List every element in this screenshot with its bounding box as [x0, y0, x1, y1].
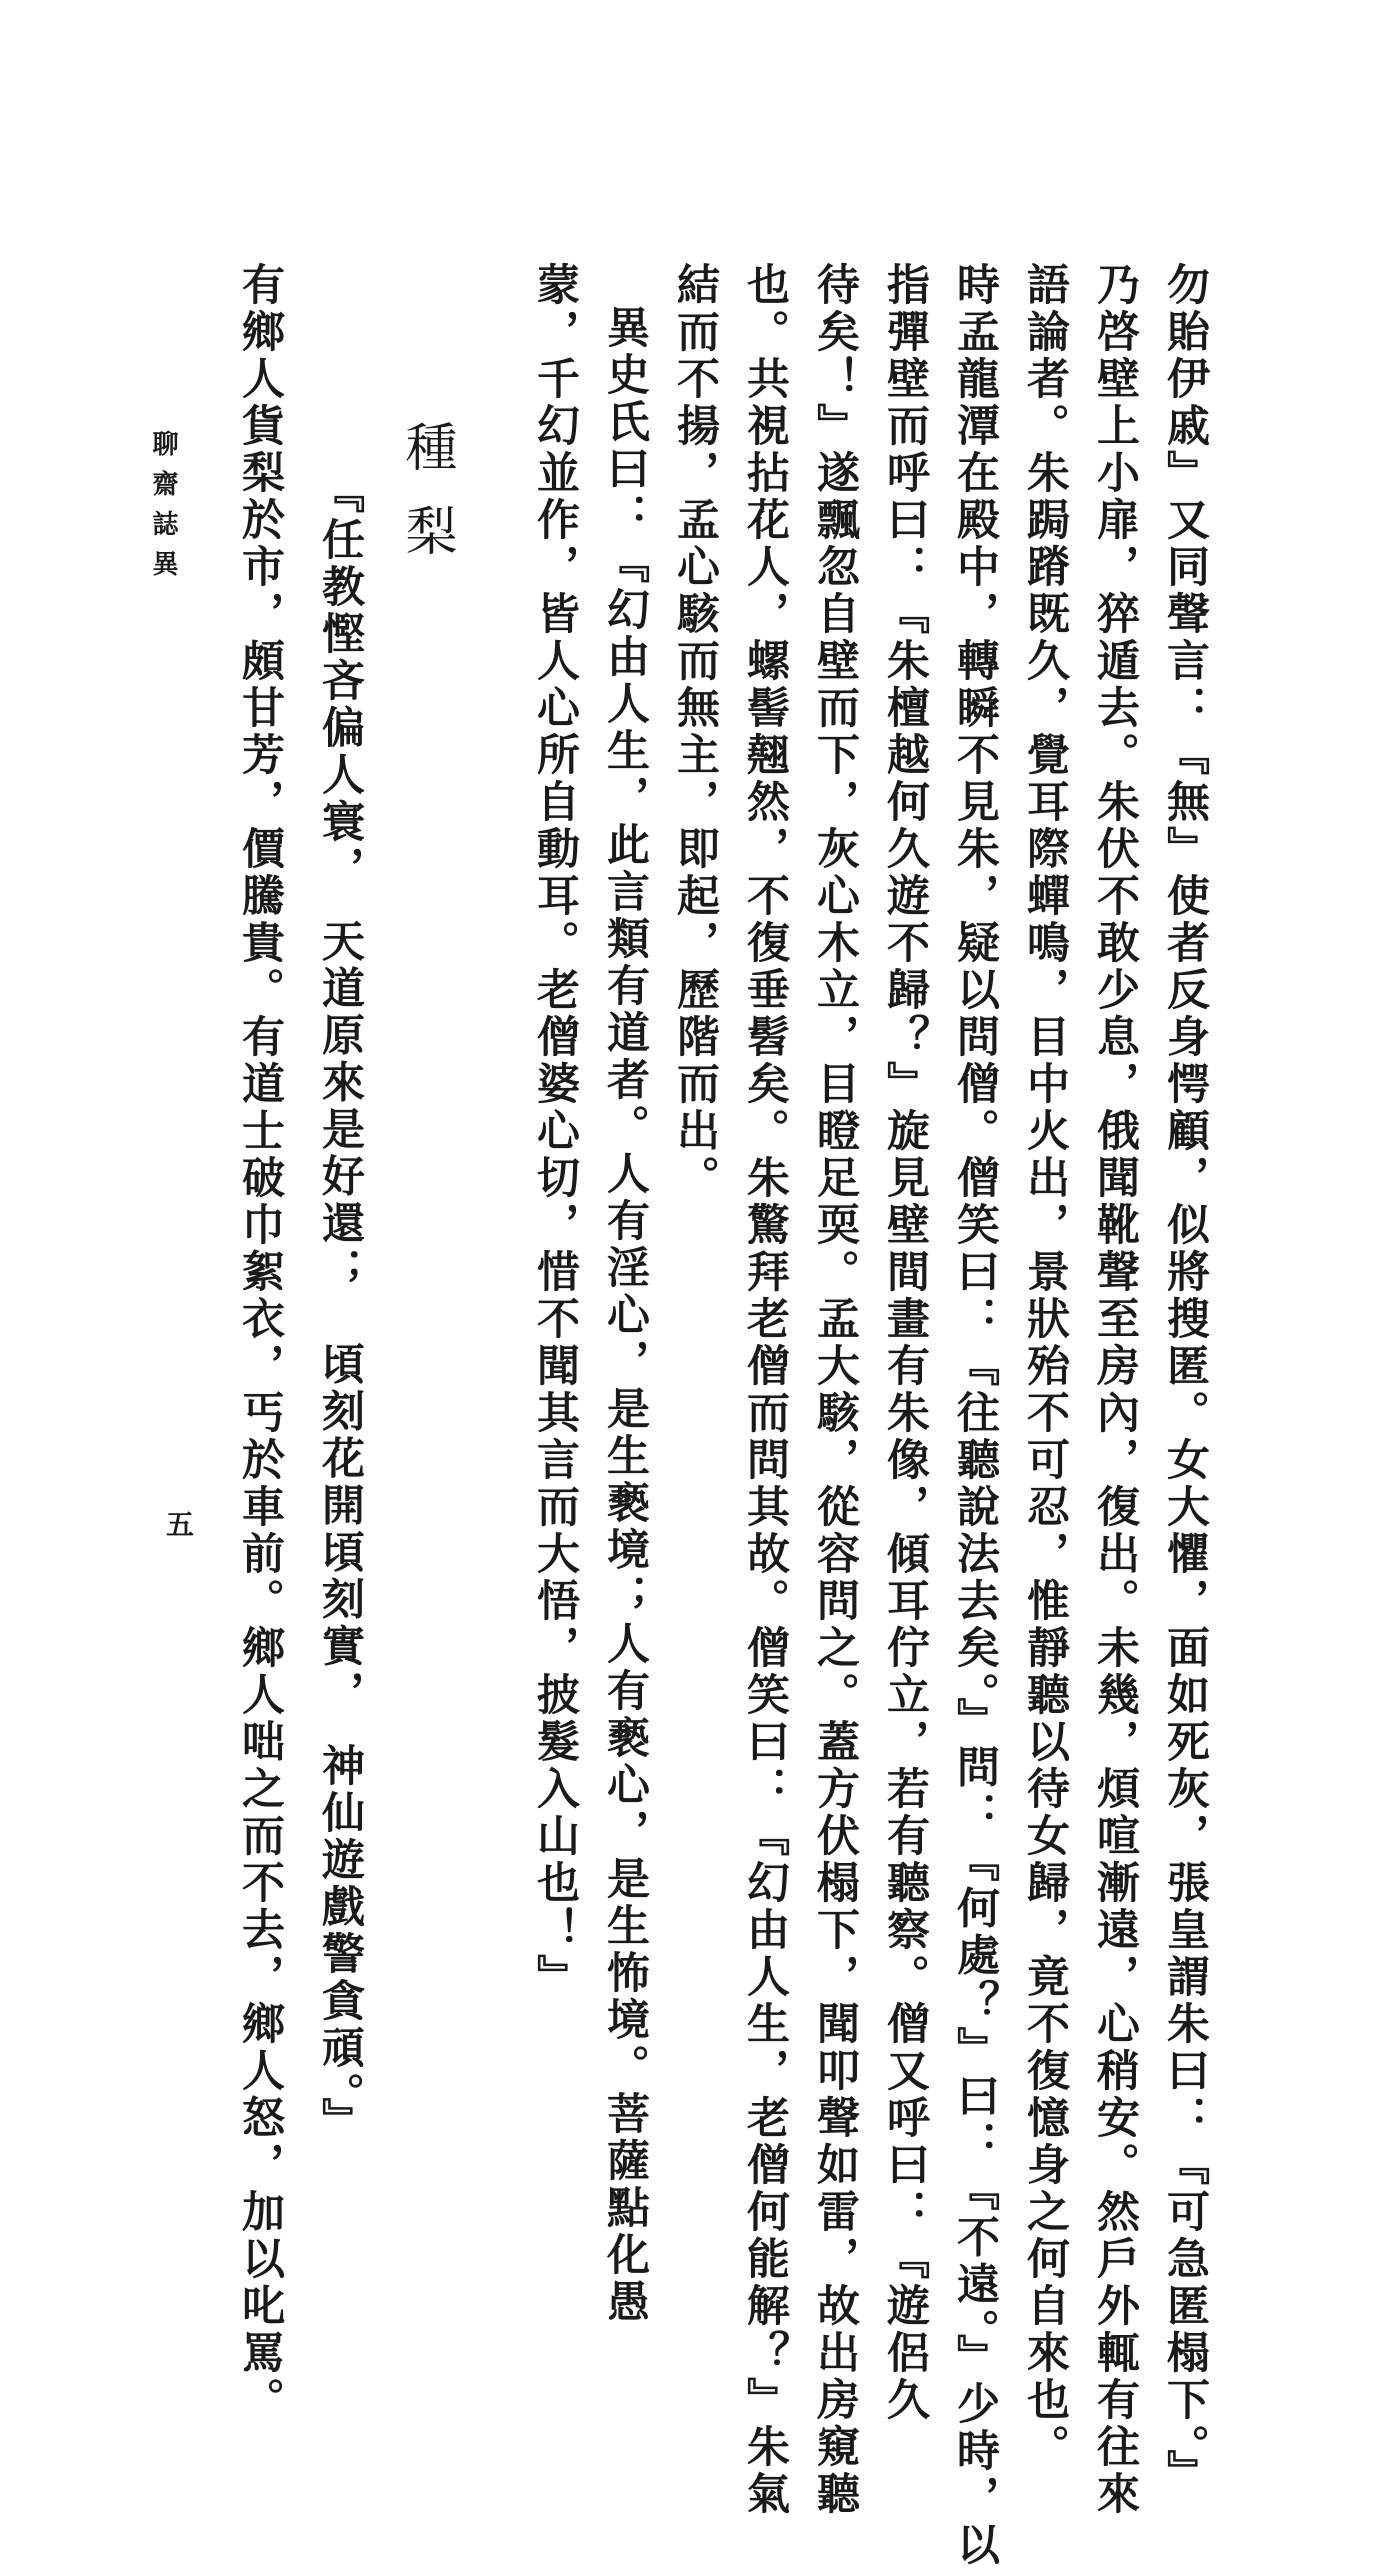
commentary-column-1: 異史氏曰：『幻由人生，此言類有道者。人有淫心，是生褻境；人有褻心，是生怖境。菩薩點化愚 — [600, 305, 650, 2326]
section-title: 種梨 — [396, 420, 456, 588]
text-column-6: 待矣！』遂飄忽自壁而下，灰心木立，目瞪足耎。孟大駭，從容問之。蓋方伏榻下，聞叩聲如雷，故出房窺聽 — [810, 262, 860, 2518]
commentary-column-2: 蒙，千幻並作，皆人心所自動耳。老僧婆心切，惜不聞其言而大悟，披髮入山也！』 — [530, 262, 580, 2001]
text-column-7: 也。共視拈花人，螺髻翹然，不復垂髫矣。朱驚拜老僧而問其故。僧笑曰：『幻由人生，老僧何能解？』朱氣 — [740, 262, 790, 2518]
poem-column: 『任教慳吝偏人寰， 天道原來是好還； 頃刻花開頃刻實， 神仙遊戲警貪頑。』 — [315, 470, 365, 2145]
page-number: 五 — [166, 1508, 195, 1541]
text-column-3: 語論者。朱跼蹐既久，覺耳際蟬鳴，目中火出，景狀殆不可忍，惟靜聽以待女歸，竟不復憶身之何自來也。 — [1020, 262, 1070, 2471]
text-column-5: 指彈壁而呼曰：『朱檀越何久遊不歸？』旋見壁間畫有朱像，傾耳佇立，若有聽察。僧又呼曰：『遊侶久 — [880, 262, 930, 2424]
text-column-1: 勿貽伊戚』又同聲言：『無』使者反身愕顧，似將搜匿。女大懼，面如死灰，張皇謂朱曰：『可急匿榻下。』 — [1160, 262, 1210, 2497]
text-column-section-b-1: 有鄉人貨梨於市，頗甘芳，價騰貴。有道士破巾絮衣，丐於車前。鄉人咄之而不去，鄉人怒，加以叱罵。 — [235, 262, 285, 2424]
text-column-4: 時孟龍潭在殿中，轉瞬不見朱，疑以問僧。僧笑曰：『往聽說法去矣。』問：『何處？』曰：『不遠。』少時，以 — [950, 262, 1000, 2569]
text-column-2: 乃啓壁上小扉，猝遁去。朱伏不敢少息，俄聞靴聲至房內，復出。未幾，煩喧漸遠，心稍安。然戶外輒有往來 — [1090, 262, 1140, 2518]
text-column-8: 結而不揚，孟心駭而無主，即起，歷階而出。 — [670, 262, 720, 1202]
running-header-book-title: 聊齋誌異 — [148, 430, 178, 590]
